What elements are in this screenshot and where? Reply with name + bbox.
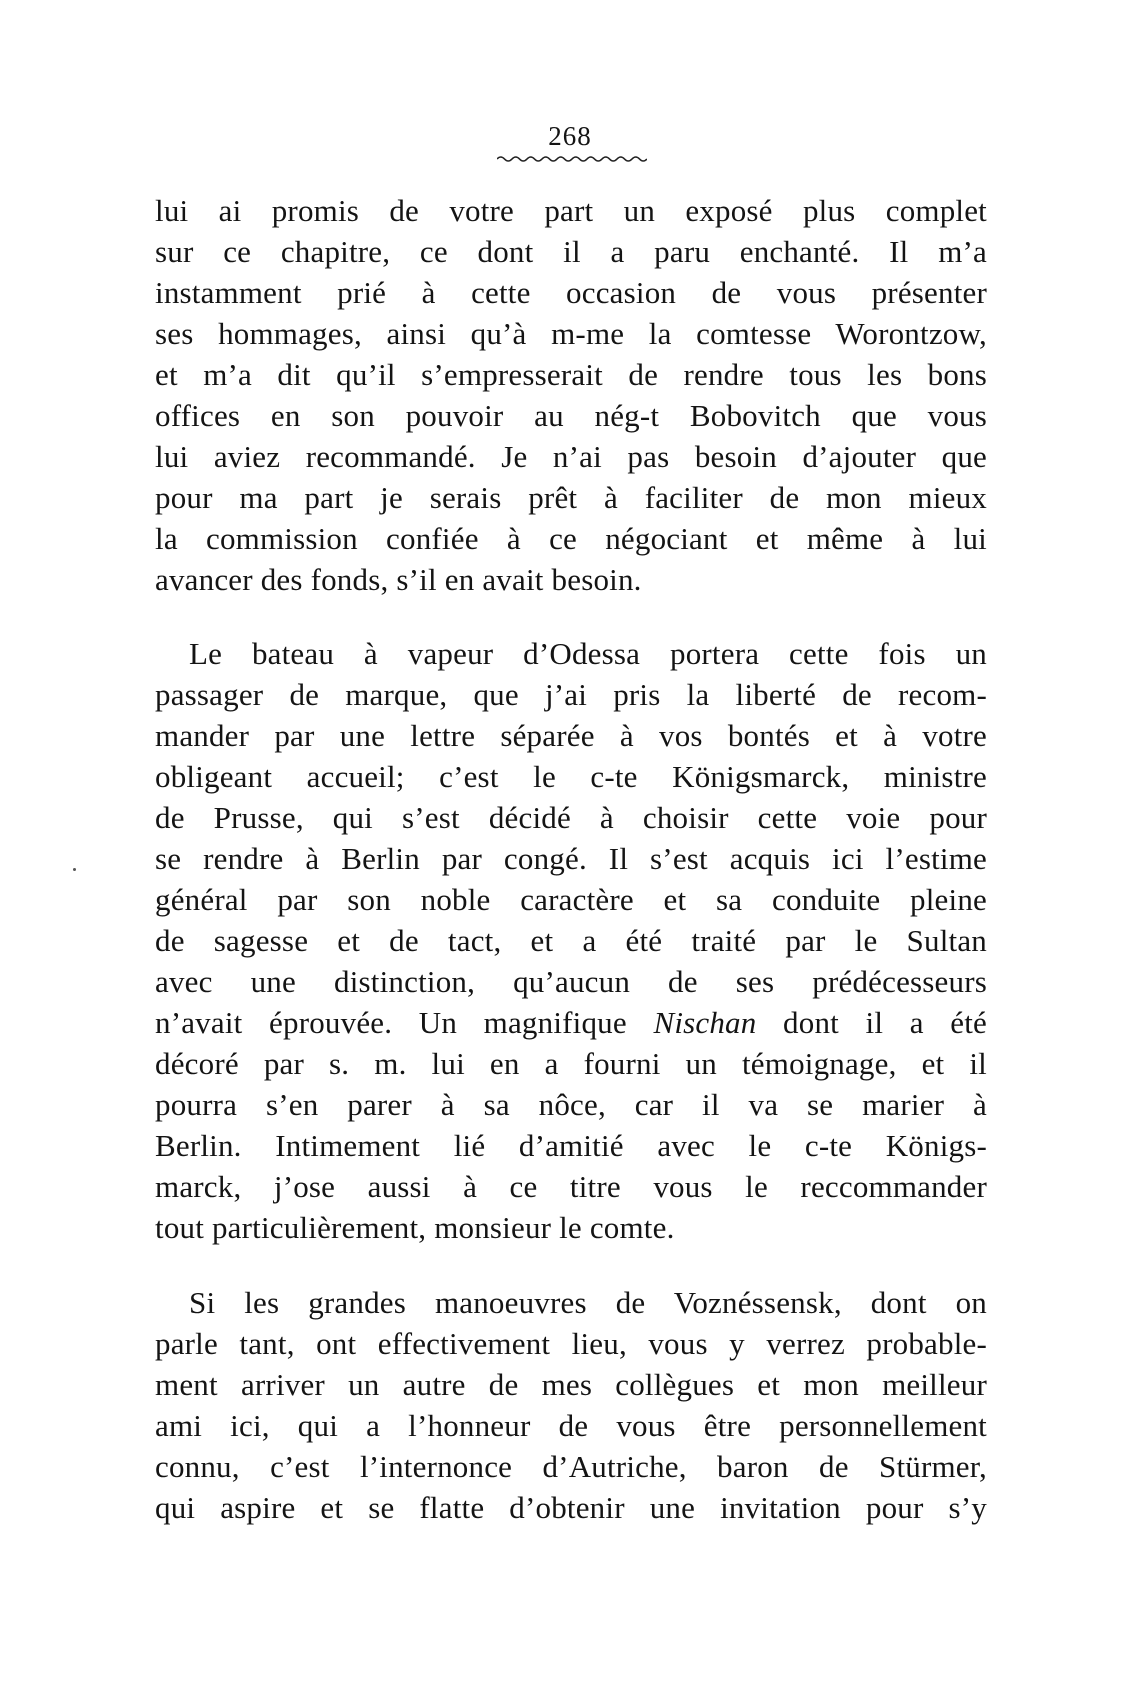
text-line: Le bateau à vapeur d’Odessa portera cette fois un <box>189 636 987 671</box>
text-line: et m’a dit qu’il s’empresserait de rendre tous les bons <box>155 357 987 392</box>
text-line: obligeant accueil; c’est le c-te Königsmarck, ministre <box>155 759 987 794</box>
text-line: lui ai promis de votre part un exposé plus complet <box>155 193 987 228</box>
text-line: se rendre à Berlin par congé. Il s’est acquis ici l’estime <box>155 841 987 876</box>
wavy-underline-ornament <box>497 155 647 163</box>
text-line: pourra s’en parer à sa nôce, car il va se marier à <box>155 1087 987 1122</box>
text-line: ment arriver un autre de mes collègues et mon meilleur <box>155 1367 987 1402</box>
text-line: de sagesse et de tact, et a été traité par le Sultan <box>155 923 987 958</box>
text-line: ses hommages, ainsi qu’à m-me la comtesse Worontzow, <box>155 316 987 351</box>
text-line: tout particulièrement, monsieur le comte. <box>155 1210 675 1245</box>
text-segment: n’avait éprouvée. Un magnifique <box>155 1005 627 1040</box>
text-line-with-italic <box>155 1002 987 1043</box>
text-line: Berlin. Intimement lié d’amitié avec le c-te Königs- <box>155 1128 987 1163</box>
italic-word: Nischan <box>653 1005 757 1040</box>
text-line: marck, j’ose aussi à ce titre vous le reccommander <box>155 1169 987 1204</box>
text-line: pour ma part je serais prêt à faciliter de mon mieux <box>155 480 987 515</box>
text-line: général par son noble caractère et sa conduite pleine <box>155 882 987 917</box>
text-line: de Prusse, qui s’est décidé à choisir cette voie pour <box>155 800 987 835</box>
text-line: la commission confiée à ce négociant et même à lui <box>155 521 987 556</box>
text-line: offices en son pouvoir au nég-t Bobovitch que vous <box>155 398 987 433</box>
text-line: lui aviez recommandé. Je n’ai pas besoin d’ajouter que <box>155 439 987 474</box>
paragraph-1 <box>155 190 987 600</box>
paragraph-3 <box>155 1282 987 1528</box>
text-line: connu, c’est l’internonce d’Autriche, baron de Stürmer, <box>155 1449 987 1484</box>
scan-speck <box>73 868 76 871</box>
text-line: qui aspire et se flatte d’obtenir une invitation pour s’y <box>155 1490 987 1525</box>
text-line: décoré par s. m. lui en a fourni un témoignage, et il <box>155 1046 987 1081</box>
page-number: 268 <box>548 121 592 151</box>
text-line: Si les grandes manoeuvres de Voznéssensk, dont on <box>189 1285 987 1320</box>
text-line: parle tant, ont effectivement lieu, vous y verrez probable- <box>155 1326 987 1361</box>
paragraph-2 <box>155 633 987 1248</box>
text-line: mander par une lettre séparée à vos bontés et à votre <box>155 718 987 753</box>
text-line: avec une distinction, qu’aucun de ses prédécesseurs <box>155 964 987 999</box>
text-line: ami ici, qui a l’honneur de vous être personnellement <box>155 1408 987 1443</box>
text-line: avancer des fonds, s’il en avait besoin. <box>155 562 642 597</box>
text-line: passager de marque, que j’ai pris la liberté de recom- <box>155 677 987 712</box>
text-segment: dont il a été <box>783 1005 988 1040</box>
text-line: instamment prié à cette occasion de vous présenter <box>155 275 987 310</box>
text-line: sur ce chapitre, ce dont il a paru enchanté. Il m’a <box>155 234 987 269</box>
